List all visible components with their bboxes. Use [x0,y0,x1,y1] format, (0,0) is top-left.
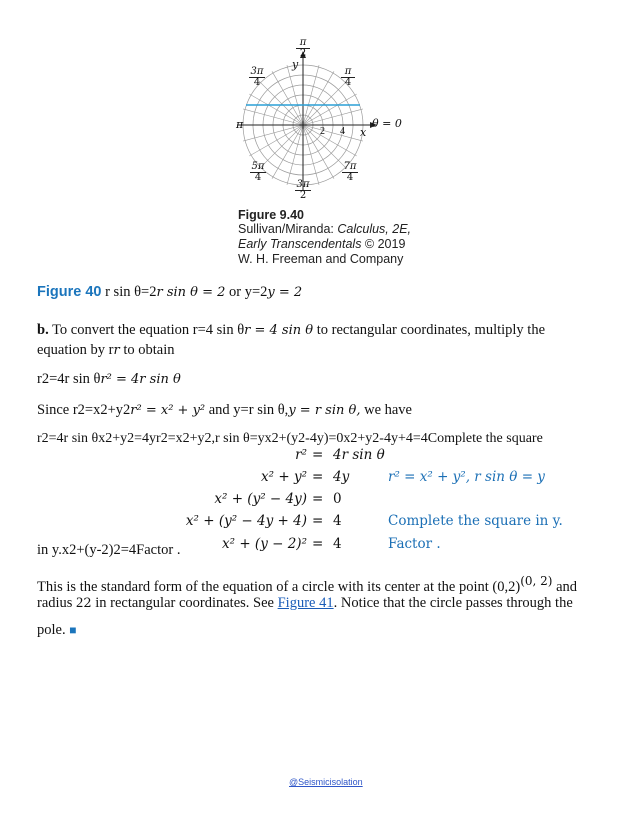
polar-ray [303,94,357,125]
polar-ray [303,71,334,125]
label-pi-over-4-num: π [341,67,355,78]
conclusion-math-2: 2 [83,596,92,611]
fig40-math-2: y = 2 [267,285,303,300]
partb-line-1 [37,322,545,339]
deriv-rhs-2: 0 [333,491,342,507]
partb-line-6: in y.x2+(y-2)2=4Factor . [37,542,181,558]
conclusion-math-1: (0, 2) [520,574,553,588]
partb-line2-math: r [113,343,120,358]
figure-41-link[interactable]: Figure 41 [277,595,334,611]
label-3pi-over-2 [295,180,311,201]
partb-text-2: to rectangular coordinates, multiply the [313,322,546,338]
caption-book-title: Calculus, 2E, [337,222,412,236]
partb-line4-c: we have [360,402,412,418]
label-5pi-over-4-den: 4 [254,172,262,183]
deriv-lhs-2: x² + (y² − 4y) [214,491,307,507]
label-7pi-over-4-num: 7π [343,161,357,172]
figure-caption [238,208,438,267]
partb-text-1: To convert the equation r=4 sin θ [48,322,245,338]
conclusion-text-2b: in rectangular coordinates. See [91,595,278,611]
partb-line2-b: to obtain [119,342,175,358]
caption-book-subtitle: Early Transcendentals [238,237,362,251]
deriv-eq-0: = [312,447,324,463]
label-5pi-over-4 [250,162,266,183]
label-pi-over-4-den: 4 [344,77,352,88]
partb-line4-b: and y=r sin θ, [205,402,289,418]
deriv-note-1: r² = x² + y², r sin θ = y [388,469,545,485]
label-pi-over-2-num: π [296,38,310,49]
label-pi-over-2 [296,38,310,59]
fig40-math-1: r sin θ = 2 [156,285,226,300]
fig40-text-2: or y=2 [225,284,268,300]
partb-line3-math: r² = 4r sin θ [100,372,181,387]
partb-label: b. [37,322,49,338]
label-x: x [360,126,367,139]
polar-ray [303,125,334,179]
label-3pi-over-2-den: 2 [299,190,307,201]
caption-line-2 [238,237,438,252]
conclusion-text-2c: . Notice that the circle passes through the [333,595,573,611]
deriv-rhs-1: 4y [333,469,350,485]
label-5pi-over-4-num: 5π [251,161,265,172]
label-theta-zero: θ = 0 [372,117,402,130]
partb-line-3 [37,371,181,388]
partb-line4-math: r² = x² + y² [130,403,206,418]
deriv-eq-1: = [312,469,324,485]
conclusion-text-2a: radius 2 [37,595,84,611]
polar-ray [259,81,303,125]
partb-line2-a: equation by r [37,342,114,358]
label-pi-over-4 [341,67,355,88]
partb-line-4 [37,402,412,419]
caption-line-1 [238,222,438,237]
polar-ray [272,125,303,179]
deriv-rhs-0: 4r sin θ [333,447,385,463]
partb-line-5: r2=4r sin θx2+y2=4yr2=x2+y2,r sin θ=yx2+(y2-4y)=0x2+y2-4y+4=4Complete the square [37,431,543,446]
polar-ray [249,125,303,156]
derivation-block [180,447,580,557]
deriv-rhs-3: 4 [333,513,342,529]
label-pi: π [236,118,244,131]
label-pi-over-2-den: 2 [299,48,307,59]
deriv-note-4: Factor . [388,536,441,552]
caption-title: Figure 9.40 [238,208,304,222]
conclusion-text-1b: and [552,578,578,595]
partb-line4-a: Since r2=x2+y2 [37,402,131,418]
figure-40-line [37,284,302,301]
tick-4: 4 [340,126,345,137]
fig40-text-1: r sin θ=2 [101,284,157,300]
partb-math-1: r = 4 sin θ [244,323,314,338]
conclusion-line-3 [37,622,76,639]
partb-line4-math2: y = r sin θ, [288,403,361,418]
label-3pi-over-4-den: 4 [253,77,261,88]
footer-watermark: @Seismicisolation [289,777,363,787]
caption-publisher: W. H. Freeman and Company [238,252,404,266]
conclusion-line-1 [37,574,577,596]
conclusion-line-2 [37,595,573,612]
deriv-eq-2: = [312,491,324,507]
polar-ray [303,125,357,156]
tick-2: 2 [320,126,325,137]
caption-authors: Sullivan/Miranda: [238,222,338,236]
label-7pi-over-4 [342,162,358,183]
deriv-rhs-4: 4 [333,536,342,552]
deriv-lhs-0: r² [295,447,307,463]
deriv-lhs-3: x² + (y² − 4y + 4) [185,513,307,529]
conclusion-text-3: pole. [37,622,66,638]
conclusion-text-1: This is the standard form of the equation of a circle with its center at the point (0,2) [37,578,521,595]
label-7pi-over-4-den: 4 [346,172,354,183]
end-of-example-icon: ■ [69,623,77,637]
deriv-lhs-4: x² + (y − 2)² [222,536,307,552]
caption-copyright: © 2019 [361,237,406,251]
deriv-eq-4: = [312,536,324,552]
label-3pi-over-4-num: 3π [250,66,264,77]
polar-ray [249,94,303,125]
polar-ray [272,71,303,125]
label-y: y [292,58,299,71]
deriv-lhs-1: x² + y² [261,469,307,485]
deriv-eq-3: = [312,513,324,529]
label-3pi-over-4 [249,67,265,88]
deriv-note-3: Complete the square in y. [388,513,563,529]
figure-40-label: Figure 40 [37,284,102,300]
partb-line-2 [37,342,175,359]
label-3pi-over-2-num: 3π [296,179,310,190]
partb-line3-a: r2=4r sin θ [37,371,101,387]
